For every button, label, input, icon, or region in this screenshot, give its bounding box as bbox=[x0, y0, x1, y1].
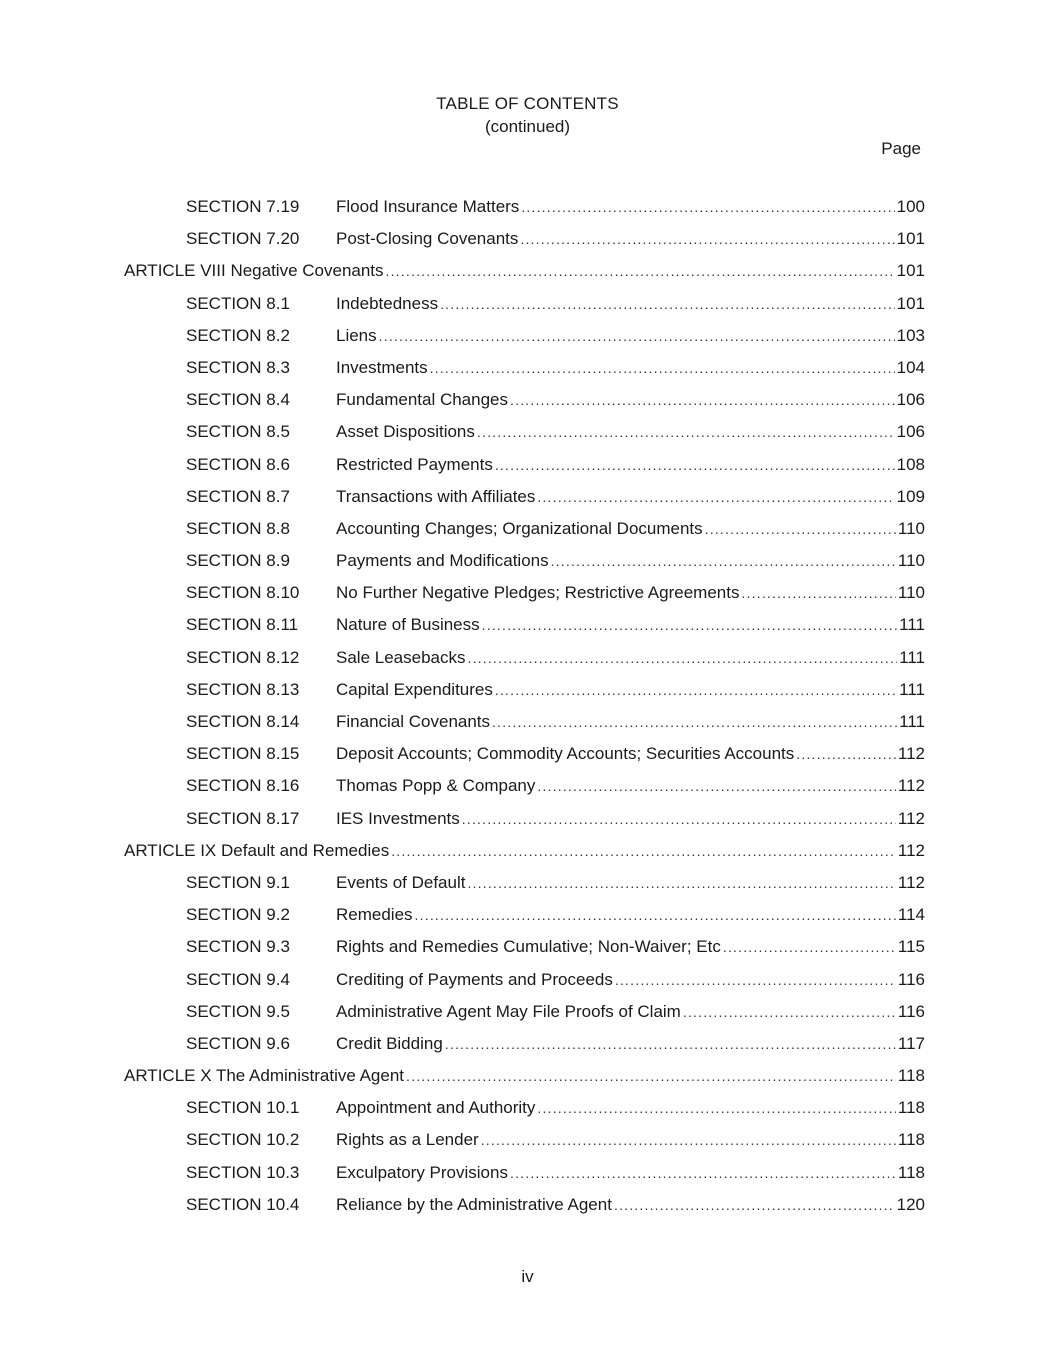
dot-leader bbox=[379, 328, 895, 344]
section-number: SECTION 8.12 bbox=[186, 647, 300, 667]
section-title: Restricted Payments bbox=[336, 454, 493, 474]
entry-line bbox=[336, 873, 925, 893]
entry-line bbox=[336, 680, 925, 700]
section-title: Crediting of Payments and Proceeds bbox=[336, 969, 613, 989]
entry-line bbox=[124, 841, 925, 861]
page-number: 110 bbox=[897, 583, 925, 603]
section-number: SECTION 8.7 bbox=[186, 486, 290, 506]
footer-page-number: iv bbox=[521, 1267, 534, 1286]
dot-leader bbox=[510, 392, 895, 408]
entry-line bbox=[336, 1034, 925, 1054]
section-number: SECTION 9.5 bbox=[186, 1001, 290, 1021]
dot-leader bbox=[386, 263, 895, 279]
section-number: SECTION 9.2 bbox=[186, 905, 290, 925]
page-number: 118 bbox=[897, 1162, 925, 1182]
dot-leader bbox=[477, 424, 895, 440]
dot-leader bbox=[537, 1100, 895, 1116]
toc-section-entry bbox=[0, 997, 1055, 1029]
entry-line bbox=[124, 1066, 925, 1086]
section-title: Payments and Modifications bbox=[336, 551, 549, 571]
page-number: 110 bbox=[897, 551, 925, 571]
page-number: 106 bbox=[896, 422, 925, 442]
dot-leader bbox=[495, 457, 895, 473]
toc-section-entry bbox=[0, 932, 1055, 964]
toc-section-entry bbox=[0, 321, 1055, 353]
section-number: SECTION 8.13 bbox=[186, 679, 300, 699]
dot-leader bbox=[705, 521, 896, 537]
section-title: Administrative Agent May File Proofs of Claim bbox=[336, 1001, 681, 1021]
dot-leader bbox=[537, 489, 894, 505]
dot-leader bbox=[723, 939, 896, 955]
section-title: Post-Closing Covenants bbox=[336, 229, 519, 249]
toc-section-entry bbox=[0, 643, 1055, 675]
entry-line bbox=[336, 712, 925, 732]
page-number: 101 bbox=[896, 293, 925, 313]
page-number: 114 bbox=[897, 905, 925, 925]
entry-line bbox=[336, 487, 925, 507]
page-number: 115 bbox=[897, 937, 925, 957]
dot-leader bbox=[462, 811, 896, 827]
toc-section-entry bbox=[0, 868, 1055, 900]
section-number: SECTION 8.3 bbox=[186, 357, 290, 377]
dot-leader bbox=[683, 1004, 896, 1020]
entry-line bbox=[336, 326, 925, 346]
toc-section-entry bbox=[0, 965, 1055, 997]
toc-section-entry bbox=[0, 546, 1055, 578]
page-number: 116 bbox=[897, 969, 925, 989]
toc-section-entry bbox=[0, 289, 1055, 321]
dot-leader bbox=[467, 650, 897, 666]
page-number: 118 bbox=[897, 1066, 925, 1086]
entry-line bbox=[336, 615, 925, 635]
section-number: SECTION 8.2 bbox=[186, 325, 290, 345]
toc-section-entry bbox=[0, 514, 1055, 546]
section-number: SECTION 7.19 bbox=[186, 197, 300, 216]
section-number: SECTION 8.5 bbox=[186, 422, 290, 442]
section-title: Thomas Popp & Company bbox=[336, 776, 536, 796]
section-number: SECTION 9.6 bbox=[186, 1033, 290, 1053]
dot-leader bbox=[415, 907, 896, 923]
toc-subtitle: (continued) bbox=[484, 117, 571, 136]
section-title: Remedies bbox=[336, 905, 413, 925]
dot-leader bbox=[537, 778, 896, 794]
page-number: 111 bbox=[899, 615, 925, 635]
page-number: 120 bbox=[896, 1194, 925, 1214]
toc-section-entry bbox=[0, 707, 1055, 739]
toc-section-entry bbox=[0, 1158, 1055, 1190]
entry-line bbox=[336, 905, 925, 925]
toc-section-entry bbox=[0, 450, 1055, 482]
page-number: 112 bbox=[897, 776, 925, 796]
page-number: 108 bbox=[896, 454, 925, 474]
page-number: 101 bbox=[896, 261, 925, 281]
page-number: 112 bbox=[897, 872, 925, 892]
section-number: SECTION 10.4 bbox=[186, 1194, 300, 1214]
section-number: SECTION 10.2 bbox=[186, 1130, 300, 1150]
dot-leader bbox=[741, 585, 895, 601]
section-title: Fundamental Changes bbox=[336, 390, 509, 410]
entry-line bbox=[336, 197, 925, 217]
toc-section-entry bbox=[0, 482, 1055, 514]
page-number: 109 bbox=[896, 486, 925, 506]
article-title: ARTICLE X The Administrative Agent bbox=[124, 1066, 405, 1086]
toc-article-entry bbox=[0, 1061, 1055, 1093]
section-number: SECTION 8.11 bbox=[186, 615, 299, 635]
section-title: Indebtedness bbox=[336, 293, 439, 313]
section-number: SECTION 8.17 bbox=[186, 808, 300, 828]
dot-leader bbox=[796, 746, 896, 762]
toc-section-entry bbox=[0, 771, 1055, 803]
section-title: Credit Bidding bbox=[336, 1033, 443, 1053]
section-title: Rights and Remedies Cumulative; Non-Waiver; Etc bbox=[336, 937, 721, 957]
section-number: SECTION 7.20 bbox=[186, 229, 300, 249]
page-number: 117 bbox=[897, 1033, 925, 1053]
entry-line bbox=[336, 744, 925, 764]
section-number: SECTION 8.14 bbox=[186, 712, 300, 731]
section-title: Capital Expenditures bbox=[336, 679, 493, 699]
entry-line bbox=[336, 229, 925, 249]
section-title: Transactions with Affiliates bbox=[336, 486, 536, 506]
page-number: 106 bbox=[896, 390, 925, 410]
toc-section-entry bbox=[0, 192, 1055, 224]
dot-leader bbox=[391, 843, 896, 859]
toc-section-entry bbox=[0, 900, 1055, 932]
article-title: ARTICLE IX Default and Remedies bbox=[124, 840, 390, 860]
toc-article-entry bbox=[0, 836, 1055, 868]
dot-leader bbox=[492, 714, 897, 730]
page-number: 111 bbox=[899, 679, 925, 699]
toc-section-entry bbox=[0, 385, 1055, 417]
section-title: Financial Covenants bbox=[336, 712, 491, 731]
entry-line bbox=[336, 519, 925, 539]
toc-section-entry bbox=[0, 675, 1055, 707]
entry-line bbox=[336, 776, 925, 796]
toc-article-entry bbox=[0, 256, 1055, 288]
dot-leader bbox=[615, 972, 896, 988]
section-title: Events of Default bbox=[336, 872, 466, 892]
entry-line bbox=[336, 937, 925, 957]
entry-line bbox=[336, 455, 925, 475]
toc-section-entry bbox=[0, 804, 1055, 836]
entry-line bbox=[336, 648, 925, 668]
dot-leader bbox=[614, 1197, 895, 1213]
page-number: 111 bbox=[899, 712, 925, 731]
dot-leader bbox=[406, 1068, 896, 1084]
dot-leader bbox=[481, 1132, 896, 1148]
dot-leader bbox=[440, 296, 895, 312]
entry-line bbox=[336, 390, 925, 410]
entry-line bbox=[124, 261, 925, 281]
page-number: 112 bbox=[897, 840, 925, 860]
entry-line bbox=[336, 809, 925, 829]
section-number: SECTION 9.4 bbox=[186, 969, 290, 989]
toc-section-entry bbox=[0, 610, 1055, 642]
dot-leader bbox=[430, 360, 895, 376]
page-number: 104 bbox=[896, 357, 925, 377]
entry-line bbox=[336, 970, 925, 990]
section-number: SECTION 8.4 bbox=[186, 390, 290, 410]
section-title: Asset Dispositions bbox=[336, 422, 475, 442]
section-title: Accounting Changes; Organizational Documents bbox=[336, 518, 703, 538]
toc-section-entry bbox=[0, 739, 1055, 771]
dot-leader bbox=[467, 875, 895, 891]
entry-line bbox=[336, 1130, 925, 1150]
entry-line bbox=[336, 294, 925, 314]
page-number: 110 bbox=[897, 518, 925, 538]
section-number: SECTION 8.9 bbox=[186, 551, 290, 571]
dot-leader bbox=[520, 231, 894, 247]
section-title: Rights as a Lender bbox=[336, 1130, 479, 1150]
section-title: Nature of Business bbox=[336, 615, 480, 635]
page-column-label: Page bbox=[881, 139, 921, 158]
page-number: 100 bbox=[896, 197, 925, 216]
section-number: SECTION 10.1 bbox=[186, 1098, 300, 1118]
page-number: 118 bbox=[897, 1098, 925, 1118]
toc-section-entry bbox=[0, 1125, 1055, 1157]
section-title: Sale Leasebacks bbox=[336, 647, 466, 667]
dot-leader bbox=[495, 682, 897, 698]
page-number: 118 bbox=[897, 1130, 925, 1150]
section-title: No Further Negative Pledges; Restrictive Agreements bbox=[336, 583, 740, 603]
dot-leader bbox=[445, 1036, 896, 1052]
entry-line bbox=[336, 583, 925, 603]
entry-line bbox=[336, 422, 925, 442]
section-title: Appointment and Authority bbox=[336, 1098, 536, 1118]
section-number: SECTION 10.3 bbox=[186, 1162, 300, 1182]
section-number: SECTION 8.1 bbox=[186, 293, 290, 313]
section-number: SECTION 9.1 bbox=[186, 872, 290, 892]
section-number: SECTION 8.8 bbox=[186, 518, 290, 538]
section-number: SECTION 8.6 bbox=[186, 454, 290, 474]
section-title: Reliance by the Administrative Agent bbox=[336, 1194, 612, 1214]
entry-line bbox=[336, 1163, 925, 1183]
toc-section-entry bbox=[0, 1190, 1055, 1222]
section-title: Deposit Accounts; Commodity Accounts; Securities Accounts bbox=[336, 744, 795, 764]
section-number: SECTION 8.16 bbox=[186, 776, 300, 796]
section-number: SECTION 9.3 bbox=[186, 937, 290, 957]
entry-line bbox=[336, 1002, 925, 1022]
section-title: Investments bbox=[336, 357, 428, 377]
section-number: SECTION 8.15 bbox=[186, 744, 300, 764]
toc-section-entry bbox=[0, 578, 1055, 610]
dot-leader bbox=[482, 617, 898, 633]
toc-section-entry bbox=[0, 1093, 1055, 1125]
entry-line bbox=[336, 1195, 925, 1215]
page-number: 112 bbox=[897, 744, 925, 764]
section-title: Liens bbox=[336, 325, 377, 345]
dot-leader bbox=[551, 553, 896, 569]
entry-line bbox=[336, 358, 925, 378]
page-number: 116 bbox=[897, 1001, 925, 1021]
section-number: SECTION 8.10 bbox=[186, 583, 300, 603]
toc-section-entry bbox=[0, 417, 1055, 449]
section-title: Exculpatory Provisions bbox=[336, 1162, 508, 1182]
toc-entries bbox=[0, 192, 1055, 1222]
toc-section-entry bbox=[0, 1029, 1055, 1061]
page-number: 112 bbox=[897, 808, 925, 828]
section-title: IES Investments bbox=[336, 808, 460, 828]
page-number: 103 bbox=[896, 325, 925, 345]
toc-title: TABLE OF CONTENTS bbox=[436, 94, 619, 113]
dot-leader bbox=[521, 199, 894, 215]
toc-section-entry bbox=[0, 353, 1055, 385]
article-title: ARTICLE VIII Negative Covenants bbox=[124, 261, 384, 281]
toc-section-entry bbox=[0, 224, 1055, 256]
dot-leader bbox=[510, 1165, 896, 1181]
page-number: 111 bbox=[899, 647, 925, 667]
entry-line bbox=[336, 1098, 925, 1118]
page-number: 101 bbox=[896, 229, 925, 249]
entry-line bbox=[336, 551, 925, 571]
section-title: Flood Insurance Matters bbox=[336, 197, 520, 216]
